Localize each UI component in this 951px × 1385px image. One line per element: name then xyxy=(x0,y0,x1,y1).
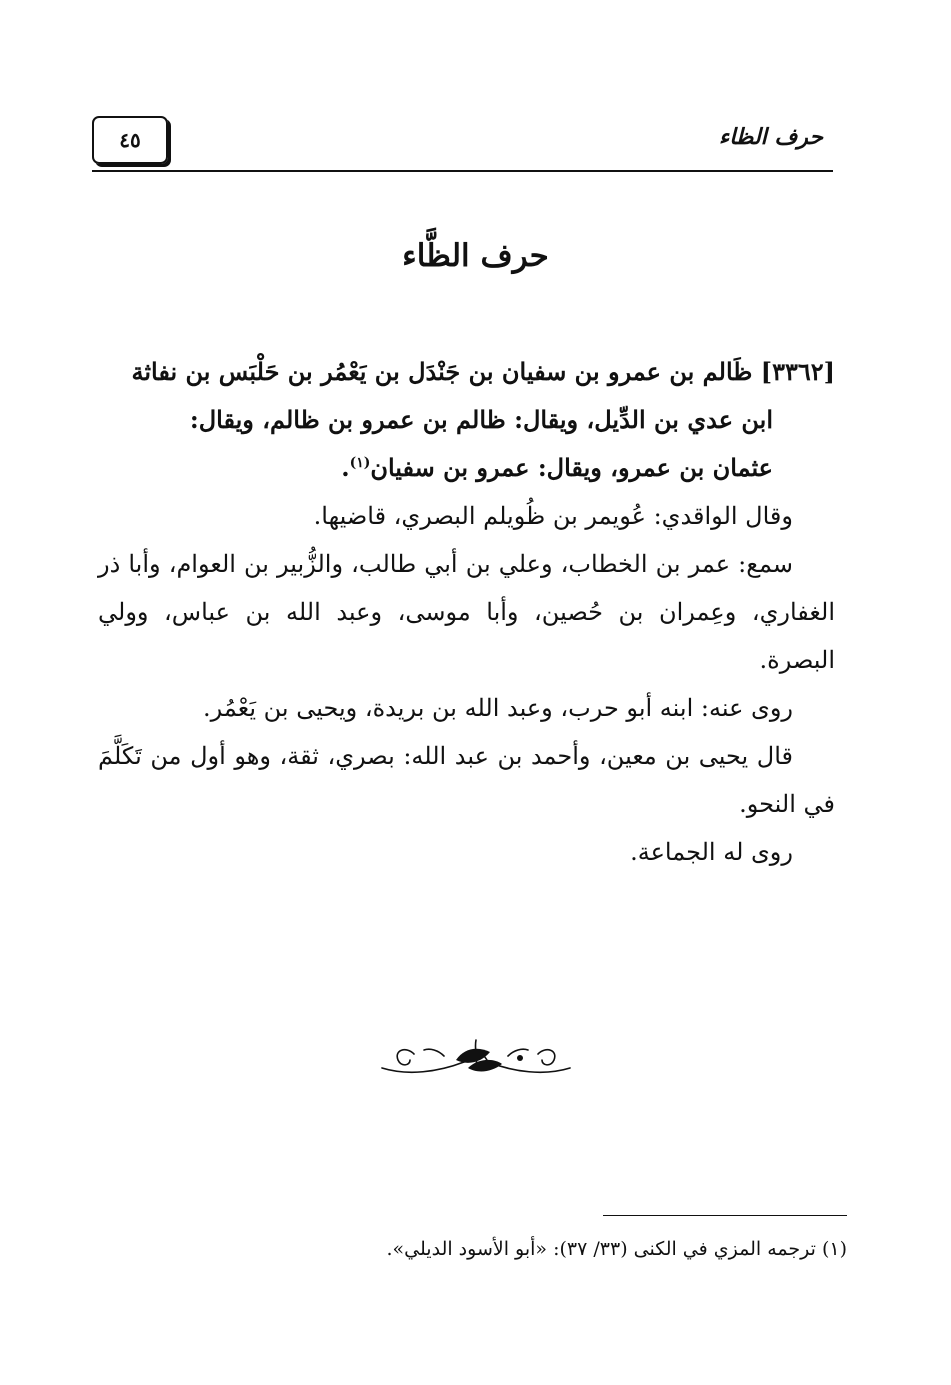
footnote: (١) ترجمه المزي في الكنى (٣٣/ ٣٧): «أبو الأسود الديلي». xyxy=(386,1238,847,1260)
entry-number: [٣٣٦٢] xyxy=(760,357,835,386)
header-rule xyxy=(92,170,833,172)
running-title: حرف الظاء xyxy=(718,124,823,150)
chapter-title: حرف الظَّاء xyxy=(402,238,549,274)
paragraph-grading: قال يحيى بن معين، وأحمد بن عبد الله: بصري، ثقة، وهو أول من تَكَلَّمَ في النحو. xyxy=(98,742,835,818)
entry-heading-end: . xyxy=(341,453,350,482)
entry-name-line-3-wrap xyxy=(98,444,835,492)
paragraph-teachers: سمع: عمر بن الخطاب، وعلي بن أبي طالب، والزُّبير بن العوام، وأبا ذر الغفاري، وعِمران بن حُصين، وأبا موسى، وعبد الله بن عباس، وولي البصرة. xyxy=(98,550,835,674)
entry-name-line-1: ظَالم بن عمرو بن سفيان بن جَنْدَل بن يَعْمُر بن حَلْبَس بن نفاثة xyxy=(131,357,753,386)
paragraph-waqidi: وقال الواقدي: عُويمر بن ظُويلم البصري، قاضيها. xyxy=(313,502,793,530)
main-text xyxy=(98,348,835,876)
floral-divider-icon xyxy=(378,1032,574,1082)
entry-name-line-3: عثمان بن عمرو، ويقال: عمرو بن سفيان xyxy=(370,453,773,482)
paragraph-narrators: روى له الجماعة. xyxy=(630,838,793,866)
footnote-reference[interactable]: (١) xyxy=(349,455,371,471)
page-number: ٤٥ xyxy=(92,116,168,164)
paragraph-students: روى عنه: ابنه أبو حرب، وعبد الله بن بريدة، ويحيى بن يَعْمُر. xyxy=(203,694,793,722)
entry-heading xyxy=(98,348,835,492)
entry-name-line-2: ابن عدي بن الدِّيل، ويقال: ظالم بن عمرو بن ظالم، ويقال: xyxy=(189,405,773,434)
footnote-rule xyxy=(603,1215,847,1216)
